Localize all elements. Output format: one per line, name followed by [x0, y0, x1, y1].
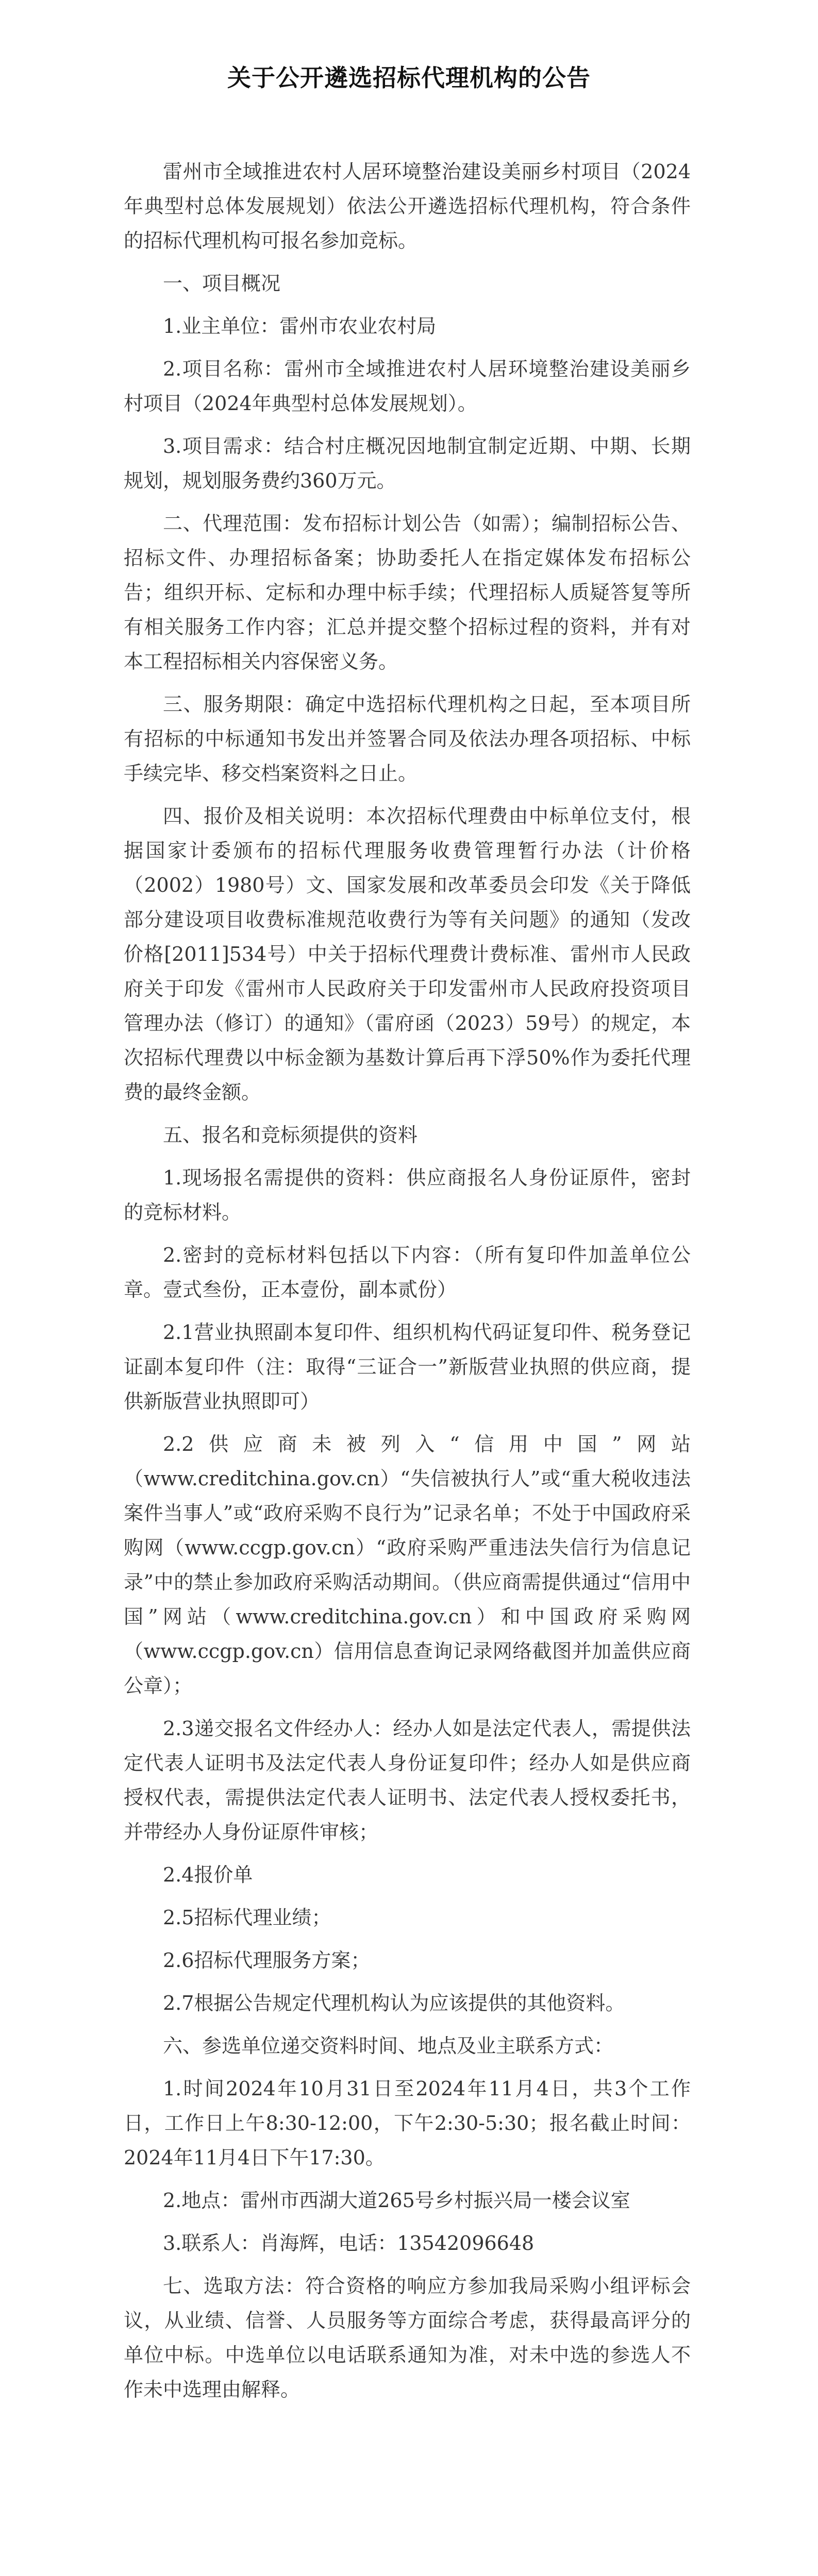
paragraph-selection-method: 七、选取方法：符合资格的响应方参加我局采购小组评标会议，从业绩、信誉、人员服务等方面综合考虑，获得最高评分的单位中标。中选单位以电话联系通知为准，对未中选的参选人不作未中选理由解释。: [124, 2275, 691, 2401]
paragraph-project-needs: 3.项目需求：结合村庄概况因地制宜制定近期、中期、长期规划，规划服务费约360万元。: [124, 435, 691, 492]
paragraph-submission-place: 2.地点：雷州市西湖大道265号乡村振兴局一楼会议室: [163, 2189, 630, 2212]
paragraph-other-materials: 2.7根据公告规定代理机构认为应该提供的其他资料。: [163, 1992, 625, 2014]
heading-materials: 五、报名和竞标须提供的资料: [163, 1124, 418, 1146]
paragraph-submission-time: 1.时间2024年10月31日至2024年11月4日，共3个工作日，工作日上午8:30-12:00，下午2:30-5:30；报名截止时间：2024年11月4日下午17:30。: [124, 2077, 691, 2169]
paragraph-quote-sheet: 2.4报价单: [163, 1863, 253, 1886]
paragraph-performance: 2.5招标代理业绩；: [163, 1906, 331, 1929]
paragraph-agent-docs: 2.3递交报名文件经办人：经办人如是法定代表人，需提供法定代表人证明书及法定代表人身份证复印件；经办人如是供应商授权代表，需提供法定代表人证明书、法定代表人授权委托书，并带经办人身份证原件审核；: [124, 1717, 691, 1843]
paragraph-onsite-registration: 1.现场报名需提供的资料：供应商报名人身份证原件，密封的竞标材料。: [124, 1166, 691, 1224]
paragraph-service-period: 三、服务期限：确定中选招标代理机构之日起，至本项目所有招标的中标通知书发出并签署合同及依法办理各项招标、中标手续完毕、移交档案资料之日止。: [124, 693, 691, 785]
paragraph-credit-check: 2.2供应商未被列入“信用中国”网站（www.creditchina.gov.cn）“失信被执行人”或“重大税收违法案件当事人”或“政府采购不良行为”记录名单；不处于中国政府采购网（www.ccgp.gov.cn）“政府采购严重违法失信行为信息记录”中的禁止参加政府采购活动期间。（供应商需提供通过“信用中国”网站（www.creditchina.gov.cn）和中国政府采购网（www.ccgp.gov.cn）信用信息查询记录网络截图并加盖供应商公章）；: [124, 1433, 691, 1697]
heading-project-overview: 一、项目概况: [163, 272, 281, 295]
paragraph-service-plan: 2.6招标代理服务方案；: [163, 1949, 371, 1972]
paragraph-owner: 1.业主单位：雷州市农业农村局: [163, 315, 437, 337]
page-title: 关于公开遴选招标代理机构的公告: [227, 64, 591, 92]
announcement-body: [124, 155, 691, 2415]
paragraph-agency-scope: 二、代理范围：发布招标计划公告（如需）；编制招标公告、招标文件、办理招标备案；协助委托人在指定媒体发布招标公告；组织开标、定标和办理中标手续；代理招标人质疑答复等所有相关服务工作内容；汇总并提交整个招标过程的资料，并有对本工程招标相关内容保密义务。: [124, 512, 691, 673]
paragraph-project-name: 2.项目名称：雷州市全域推进农村人居环境整治建设美丽乡村项目（2024年典型村总体发展规划）。: [124, 358, 691, 415]
heading-submission-info: 六、参选单位递交资料时间、地点及业主联系方式：: [163, 2035, 614, 2057]
paragraph-quotation: 四、报价及相关说明：本次招标代理费由中标单位支付，根据国家计委颁布的招标代理服务收费管理暂行办法（计价格（2002）1980号）文、国家发展和改革委员会印发《关于降低部分建设项目收费标准规范收费行为等有关问题》的通知（发改价格[2011]534号）中关于招标代理费计费标准、雷州市人民政府关于印发《雷州市人民政府关于印发雷州市人民政府投资项目管理办法（修订）的通知》（雷府函（2023）59号）的规定，本次招标代理费以中标金额为基数计算后再下浮50%作为委托代理费的最终金额。: [124, 805, 691, 1104]
paragraph-sealed-materials: 2.密封的竞标材料包括以下内容：（所有复印件加盖单位公章。壹式叁份，正本壹份，副本贰份）: [124, 1244, 691, 1301]
paragraph-contact: 3.联系人：肖海辉，电话：13542096648: [163, 2232, 535, 2255]
paragraph-intro: 雷州市全域推进农村人居环境整治建设美丽乡村项目（2024年典型村总体发展规划）依法公开遴选招标代理机构，符合条件的招标代理机构可报名参加竞标。: [124, 160, 691, 252]
paragraph-business-license: 2.1营业执照副本复印件、组织机构代码证复印件、税务登记证副本复印件（注：取得“三证合一”新版营业执照的供应商，提供新版营业执照即可）: [124, 1321, 691, 1413]
